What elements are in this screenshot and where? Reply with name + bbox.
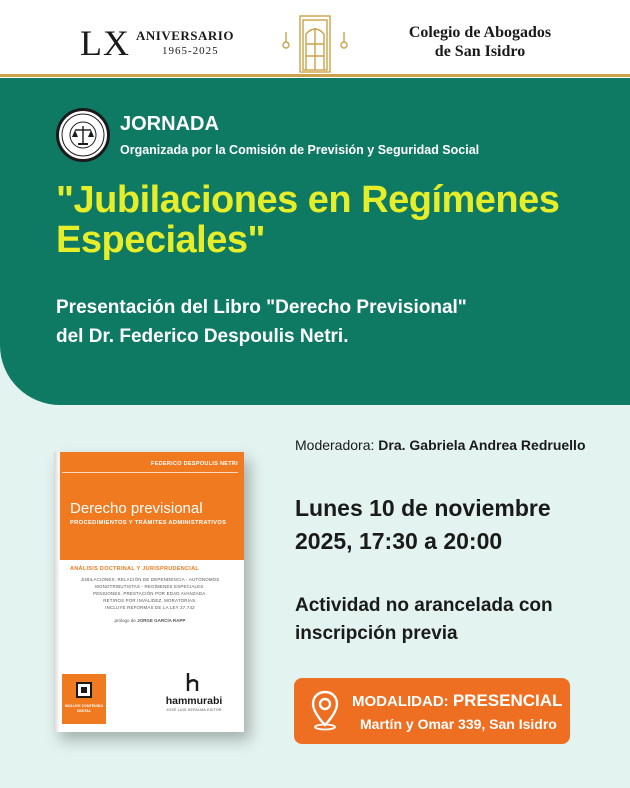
- book-topic: MONOTRIBUTISTAS - REGÍMENES ESPECIALES.: [95, 584, 205, 589]
- publisher-name: hammurabi: [165, 695, 223, 707]
- institution-name: Colegio de Abogados de San Isidro: [408, 24, 552, 60]
- venue-address: Martín y Omar 339, San Isidro: [360, 716, 557, 732]
- digital-content-badge: INCLUYE CONTENIDO DIGITAL: [62, 674, 106, 724]
- event-type: JORNADA: [120, 113, 219, 135]
- book-spine: [54, 452, 60, 732]
- organizer: Organizada por la Comisión de Previsión y Seguridad Social: [120, 143, 480, 157]
- book-author: FEDERICO DESPOULIS NETRI: [151, 461, 238, 467]
- qr-code-icon: [76, 682, 92, 698]
- book-subtitle: PROCEDIMIENTOS Y TRÁMITES ADMINISTRATIVOS: [70, 520, 227, 526]
- book-rule: [62, 472, 238, 473]
- location-pin-icon: [310, 689, 340, 731]
- book-topic: PENSIONES. PRESTACIÓN POR EDAD AVANZADA.: [93, 591, 207, 596]
- event-title: "Jubilaciones en Regímenes Especiales": [56, 179, 560, 261]
- header: [0, 0, 630, 78]
- book-topic: INCLUYE REFORMAS DE LA LEY 27.742: [105, 605, 195, 610]
- book-presentation: Presentación del Libro "Derecho Previsional" del Dr. Federico Despoulis Netri.: [56, 297, 467, 347]
- moderator: Moderadora: Dra. Gabriela Andrea Redruello: [295, 437, 586, 453]
- book-title: Derecho previsional: [70, 500, 203, 517]
- publisher-logo-icon: [184, 672, 202, 692]
- modality: MODALIDAD: PRESENCIAL: [352, 691, 563, 710]
- book-topic: JUBILACIONES: RELACIÓN DE DEPENDENCIA - AUTÓNOMOS: [80, 577, 220, 582]
- publisher-subtitle: JOSÉ LUIS DEPALMA EDITOR: [166, 708, 222, 712]
- door-icon: [278, 12, 352, 74]
- anniversary-label: ANIVERSARIO: [136, 28, 234, 43]
- activity-info: Actividad no arancelada con inscripción previa: [295, 595, 553, 644]
- book-prologue: prólogo de JORGE GARCÍA RAPP: [114, 618, 186, 623]
- anniversary-numeral: LX: [80, 23, 130, 63]
- anniversary-years: 1965-2025: [162, 45, 219, 57]
- modality-box: [294, 678, 570, 744]
- event-date: Lunes 10 de noviembre 2025, 17:30 a 20:00: [295, 495, 551, 554]
- book-cover: [54, 452, 244, 732]
- book-topic: RETIROS POR INVALIDEZ. MORATORIAS.: [103, 598, 197, 603]
- book-topics: [70, 576, 230, 611]
- seal-icon: [56, 108, 110, 162]
- book-analysis-label: ANÁLISIS DOCTRINAL Y JURISPRUDENCIAL: [70, 566, 200, 572]
- header-divider: [0, 74, 630, 77]
